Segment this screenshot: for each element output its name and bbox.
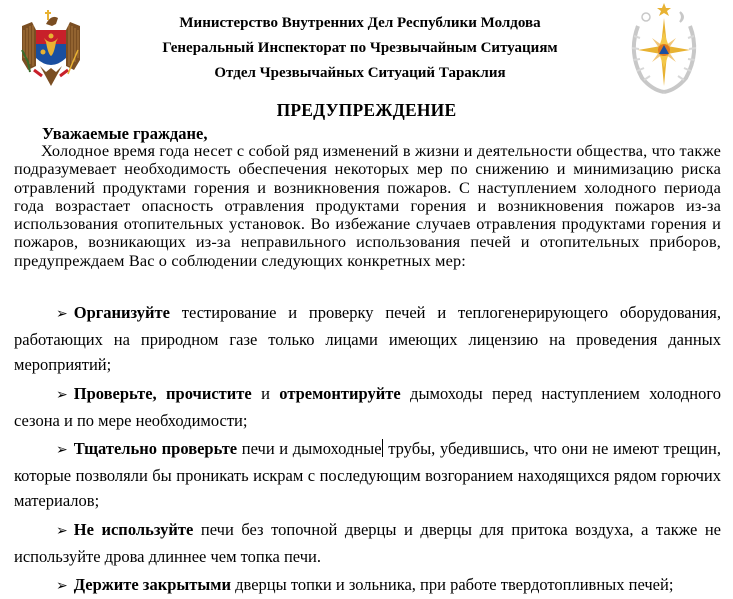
bullet-text: дверцы топки и зольника, при работе твердотопливных печей;: [231, 575, 674, 595]
document-title: ПРЕДУПРЕЖДЕНИЕ: [276, 100, 457, 120]
bullet-text: дымоходы перед наступлением холодного сезона и по мере необходимости;: [14, 383, 721, 430]
bullet-bold: Проверьте, прочистите: [73, 383, 252, 403]
moldova-coat-of-arms-icon: [18, 6, 84, 94]
bullet-bold: Тщательно проверьте: [73, 439, 238, 459]
bullet-bold: Организуйте: [73, 303, 170, 322]
bullet-bold: Держите закрытыми: [73, 575, 231, 595]
arrow-bullet-icon: ➢: [56, 523, 68, 539]
organization-header: [100, 11, 620, 86]
bullet-bold: Не используйте: [73, 519, 194, 539]
list-item: [14, 300, 721, 378]
emergency-inspectorate-emblem-icon: [624, 2, 704, 96]
list-item: [14, 436, 721, 514]
bullet-text: тестирование и проверку печей и теплогенерирующего оборудования, работающих на природном газе только лицами имеющих лицензию на проведения данных мероприятий;: [14, 303, 721, 375]
bullet-text: печи без топочной дверцы и дверцы для притока воздуха, а также не используйте дрова длиннее чем топка печи.: [14, 519, 722, 566]
ministry-name: Министерство Внутренних Дел Республики Молдова: [179, 15, 541, 31]
text-cursor[interactable]: [382, 439, 383, 457]
intro-text: Холодное время года несет с собой ряд изменений в жизни и деятельности общества, что также подразумевает необходимость обеспечения некоторых мер по снижению и минимизацию риска отравлений продуктами горения и возникновения пожаров. С наступлением холодного периода года возрастает опасность отравления продуктами горения и возникновения пожаров из-за использования отопительных установок. Во избежание случаев отравления продуктами горения и пожаров, возникающих из-за неправильного использования печей и отопительных приборов, предупреждаем Вас о соблюдении следующих конкретных мер:: [14, 141, 721, 270]
list-item: [14, 572, 721, 599]
arrow-bullet-icon: ➢: [56, 443, 68, 459]
list-item: [14, 381, 721, 433]
list-item: [14, 517, 721, 569]
bullet-text: трубы, убедившись, что они не имеют трещин, которые позволяли бы проникать искрам с последующим возгоранием находящихся рядом горючих материалов;: [14, 439, 722, 511]
measures-list: [14, 300, 721, 599]
arrow-bullet-icon: ➢: [56, 387, 68, 403]
inspectorate-name: Генеральный Инспекторат по Чрезвычайным Ситуациям: [162, 40, 558, 56]
bullet-bold-2: отремонтируйте: [279, 383, 401, 403]
intro-paragraph: [14, 142, 721, 270]
department-name: Отдел Чрезвычайных Ситуаций Тараклия: [214, 65, 506, 81]
greeting: Уважаемые граждане,: [42, 124, 208, 143]
bullet-text-before-cursor: печи и дымоходные: [237, 439, 382, 459]
bullet-text-mid: и: [251, 383, 280, 403]
arrow-bullet-icon: ➢: [56, 307, 68, 322]
arrow-bullet-icon: ➢: [56, 579, 68, 595]
